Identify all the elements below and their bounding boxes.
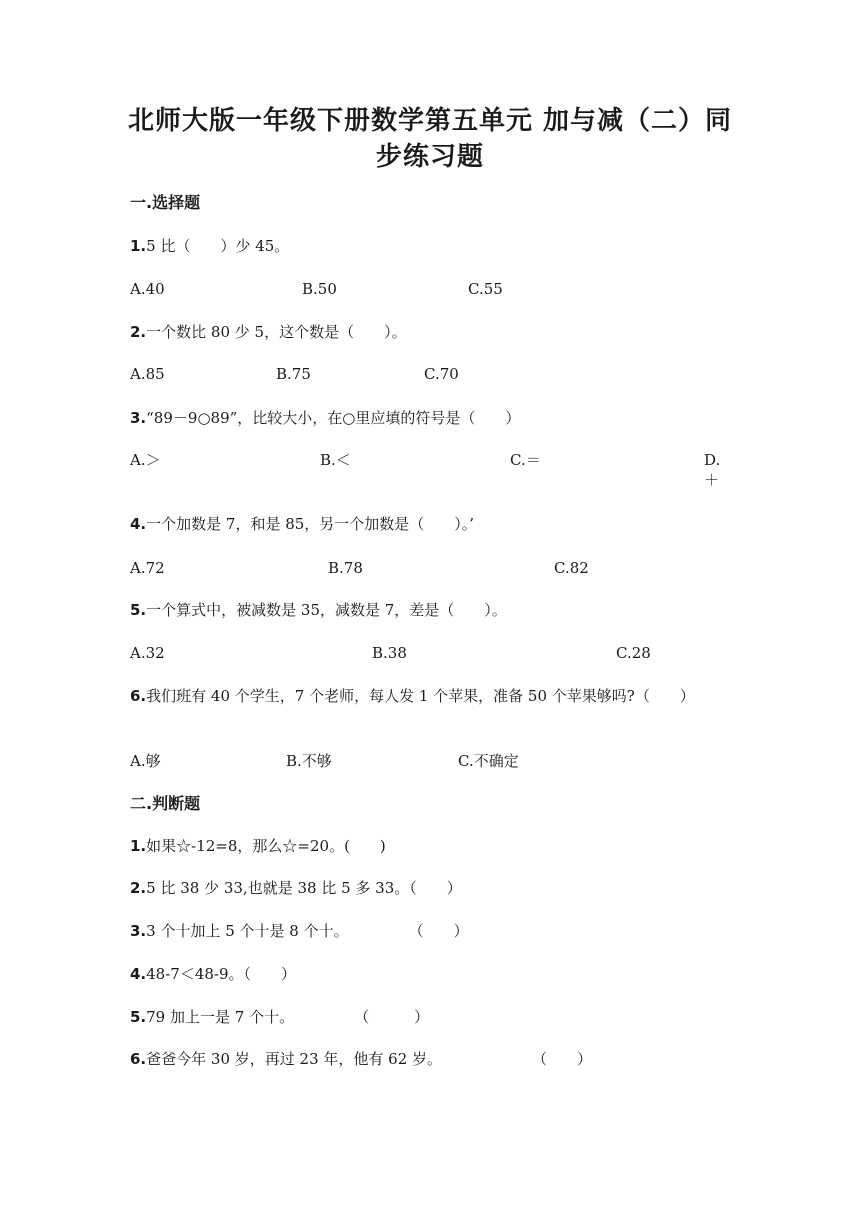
option-a: A.40 [130, 280, 165, 298]
option-b: B.75 [276, 365, 311, 383]
option-a: A.够 [130, 752, 161, 770]
choice-question-6 [130, 684, 720, 708]
question-number: 3. [130, 409, 147, 427]
question-number: 6. [130, 1050, 147, 1068]
options-row-1 [130, 279, 720, 323]
question-number: 4. [130, 965, 147, 983]
question-number: 5. [130, 601, 147, 619]
section-heading-choice: 一.选择题 [130, 193, 201, 212]
options-row-3 [130, 450, 720, 494]
question-text: 如果☆-12=8，那么☆=20。( ) [146, 837, 386, 855]
options-row-6 [130, 751, 720, 795]
question-text: 79 加上一是 7 个十。 （ ） [146, 1008, 430, 1026]
question-text: 3 个十加上 5 个十是 8 个十。 （ ） [146, 922, 469, 940]
option-c: C.＝ [510, 451, 541, 469]
question-text: “89－9○89”，比较大小，在○里应填的符号是（ ） [146, 409, 521, 427]
question-text: 一个算式中，被减数是 35，减数是 7，差是（ ）。 [146, 601, 507, 619]
option-a: A.＞ [130, 451, 161, 469]
option-c: C.82 [554, 559, 589, 577]
options-row-5 [130, 643, 720, 687]
option-c: C.不确定 [458, 752, 519, 770]
options-row-4 [130, 558, 720, 602]
section-heading-judgment: 二.判断题 [130, 794, 201, 813]
judgment-question-4 [130, 964, 296, 984]
question-number: 2. [130, 879, 147, 897]
question-text: 48-7＜48-9。（ ） [146, 965, 297, 983]
choice-question-5 [130, 600, 507, 620]
choice-question-4 [130, 514, 474, 534]
option-c: C.28 [616, 644, 651, 662]
choice-question-3 [130, 408, 520, 428]
question-number: 1. [130, 837, 147, 855]
question-number: 2. [130, 323, 147, 341]
option-d: D.＋ [704, 451, 721, 489]
question-text: 爸爸今年 30 岁，再过 23 年，他有 62 岁。 （ ） [146, 1050, 593, 1068]
page-title: 北师大版一年级下册数学第五单元 加与减（二）同步练习题 [127, 106, 733, 172]
option-b: B.不够 [286, 752, 332, 770]
option-b: B.50 [302, 280, 337, 298]
question-number: 4. [130, 515, 147, 533]
option-c: C.70 [424, 365, 459, 383]
choice-question-2 [130, 322, 407, 342]
judgment-question-1 [130, 836, 386, 856]
question-number: 5. [130, 1008, 147, 1026]
question-number: 6. [130, 687, 147, 705]
question-number: 3. [130, 922, 147, 940]
judgment-question-6 [130, 1049, 592, 1069]
option-c: C.55 [468, 280, 503, 298]
question-text: 5 比（ ）少 45。 [146, 237, 290, 255]
question-text: 一个加数是 7，和是 85，另一个加数是（ ）。’ [146, 515, 475, 533]
question-text: 一个数比 80 少 5，这个数是（ ）。 [146, 323, 407, 341]
judgment-question-3 [130, 921, 469, 941]
option-a: A.85 [130, 365, 165, 383]
option-b: B.38 [372, 644, 407, 662]
options-row-2 [130, 364, 720, 408]
choice-question-1 [130, 236, 289, 256]
question-number: 1. [130, 237, 147, 255]
judgment-question-2 [130, 878, 462, 898]
question-text: 5 比 38 少 33,也就是 38 比 5 多 33。（ ） [146, 879, 462, 897]
option-a: A.32 [130, 644, 165, 662]
judgment-question-5 [130, 1007, 429, 1027]
question-text: 我们班有 40 个学生，7 个老师，每人发 1 个苹果，准备 50 个苹果够吗?（ ） [146, 687, 695, 705]
option-b: B.78 [328, 559, 363, 577]
option-a: A.72 [130, 559, 165, 577]
option-b: B.＜ [320, 451, 351, 469]
